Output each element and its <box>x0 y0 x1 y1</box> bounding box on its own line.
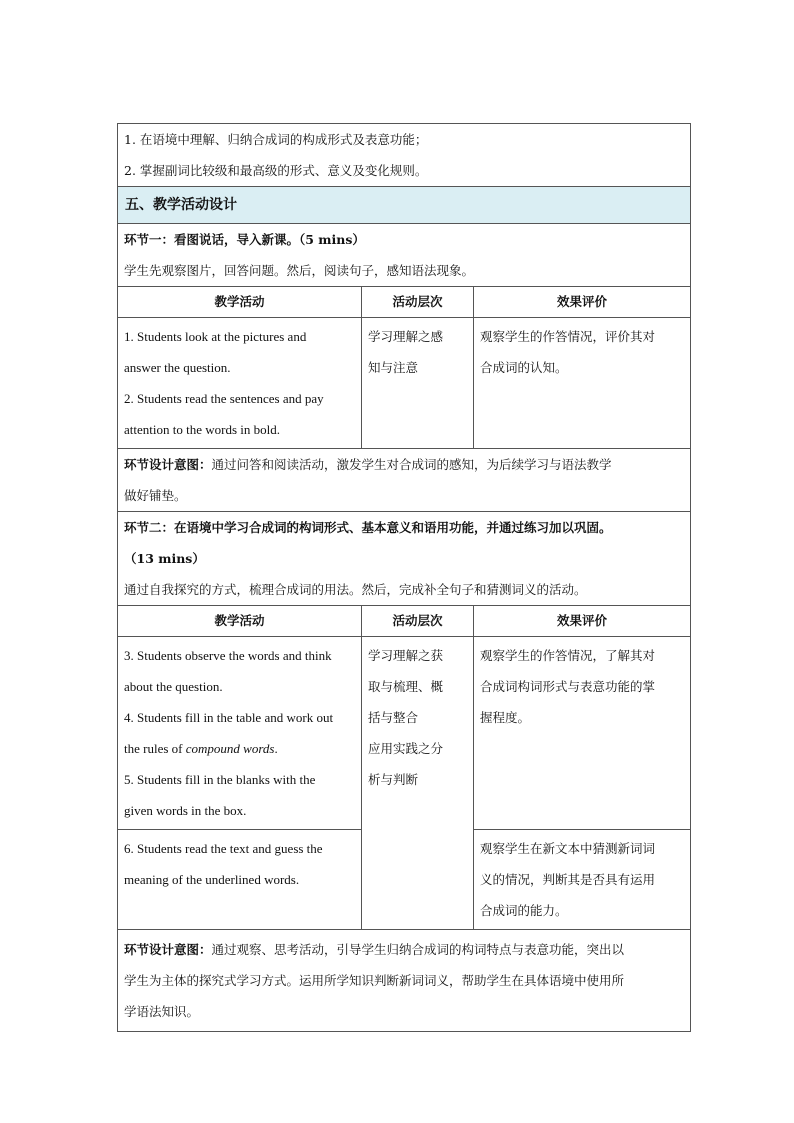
segment2-title: 环节二：在语境中学习合成词的构词形式、基本意义和语用功能，并通过练习加以巩固。 <box>124 520 612 535</box>
segment1-intent <box>118 449 691 512</box>
intent-text: 学生为主体的探究式学习方式。运用所学知识判断新词词义，帮助学生在具体语境中使用所 <box>124 973 625 988</box>
activity-line: 2. Students read the sentences and pay <box>124 391 324 406</box>
section-title-row <box>118 187 691 224</box>
segment1-evaluation <box>474 318 691 449</box>
intent-text: 通过观察、思考活动，引导学生归纳合成词的构词特点与表意功能，突出以 <box>211 942 625 957</box>
segment2-title-duration: （13 mins） <box>124 551 205 566</box>
intent-label: 环节设计意图： <box>124 457 212 472</box>
segment2-levels <box>362 637 474 930</box>
activity-line: 5. Students fill in the blanks with the <box>124 772 316 787</box>
segment2-title-cell <box>118 512 691 606</box>
objective-1: 1. 在语境中理解、归纳合成词的构成形式及表意功能； <box>124 132 428 147</box>
objectives-cell <box>118 124 691 187</box>
header-evaluation: 效果评价 <box>474 606 691 637</box>
level-line: 学习理解之获 <box>368 648 444 663</box>
lesson-plan-page <box>117 123 690 1032</box>
activity-line: 6. Students read the text and guess the <box>124 841 323 856</box>
segment2-evaluation-b <box>474 830 691 930</box>
segment2-intent <box>118 930 691 1032</box>
segment1-title-row <box>118 224 691 287</box>
segment1-levels <box>362 318 474 449</box>
segment1-activities <box>118 318 362 449</box>
eval-line: 合成词的认知。 <box>480 360 568 375</box>
intent-text: 通过问答和阅读活动，激发学生对合成词的感知，为后续学习与语法教学 <box>211 457 612 472</box>
eval-line: 观察学生的作答情况，评价其对 <box>480 329 656 344</box>
intent-text: 学语法知识。 <box>124 1004 200 1019</box>
segment1-title: 环节一：看图说话，导入新课。（5 mins） <box>124 232 365 247</box>
level-line: 括与整合 <box>368 710 419 725</box>
level-line: 取与梳理、概 <box>368 679 444 694</box>
header-level: 活动层次 <box>362 287 474 318</box>
level-line: 应用实践之分 <box>368 741 444 756</box>
activity-line: about the question. <box>124 679 223 694</box>
segment1-intro: 学生先观察图片，回答问题。然后，阅读句子，感知语法现象。 <box>124 263 475 278</box>
objectives-row <box>118 124 691 187</box>
segment1-content-row <box>118 318 691 449</box>
level-line: 学习理解之感 <box>368 329 444 344</box>
segment2-intent-row <box>118 930 691 1032</box>
activity-line: 4. Students fill in the table and work out <box>124 710 334 725</box>
segment2-title-row <box>118 512 691 606</box>
level-line: 知与注意 <box>368 360 419 375</box>
level-line: 析与判断 <box>368 772 419 787</box>
header-activity: 教学活动 <box>118 287 362 318</box>
segment2-intro: 通过自我探究的方式，梳理合成词的用法。然后，完成补全句子和猜测词义的活动。 <box>124 582 587 597</box>
segment1-intent-row <box>118 449 691 512</box>
header-activity: 教学活动 <box>118 606 362 637</box>
header-evaluation: 效果评价 <box>474 287 691 318</box>
segment2-content-row-a <box>118 637 691 830</box>
lesson-plan-table <box>117 123 691 1032</box>
eval-line: 合成词构词形式与表意功能的掌 <box>480 679 656 694</box>
intent-label: 环节设计意图： <box>124 942 212 957</box>
segment2-activities-a <box>118 637 362 830</box>
section-title: 五、教学活动设计 <box>118 187 691 224</box>
objective-2: 2. 掌握副词比较级和最高级的形式、意义及变化规则。 <box>124 163 428 178</box>
eval-line: 义的情况，判断其是否具有运用 <box>480 872 656 887</box>
activity-line <box>124 733 355 764</box>
eval-line: 观察学生在新文本中猜测新词词 <box>480 841 656 856</box>
activity-line: answer the question. <box>124 360 231 375</box>
activity-line: meaning of the underlined words. <box>124 872 300 887</box>
eval-line: 观察学生的作答情况，了解其对 <box>480 648 656 663</box>
eval-line: 合成词的能力。 <box>480 903 568 918</box>
segment1-header-row <box>118 287 691 318</box>
eval-line: 握程度。 <box>480 710 531 725</box>
activity-line: 1. Students look at the pictures and <box>124 329 307 344</box>
header-level: 活动层次 <box>362 606 474 637</box>
segment2-evaluation-a <box>474 637 691 830</box>
segment1-title-cell <box>118 224 691 287</box>
activity-line: given words in the box. <box>124 803 247 818</box>
compound-words-term: compound words <box>185 741 275 756</box>
activity-line: attention to the words in bold. <box>124 422 280 437</box>
segment2-header-row <box>118 606 691 637</box>
segment2-activities-b <box>118 830 362 930</box>
intent-text: 做好铺垫。 <box>124 488 187 503</box>
activity-line: 3. Students observe the words and think <box>124 648 332 663</box>
activity-text: the rules of <box>124 741 186 756</box>
activity-text: . <box>274 741 278 756</box>
